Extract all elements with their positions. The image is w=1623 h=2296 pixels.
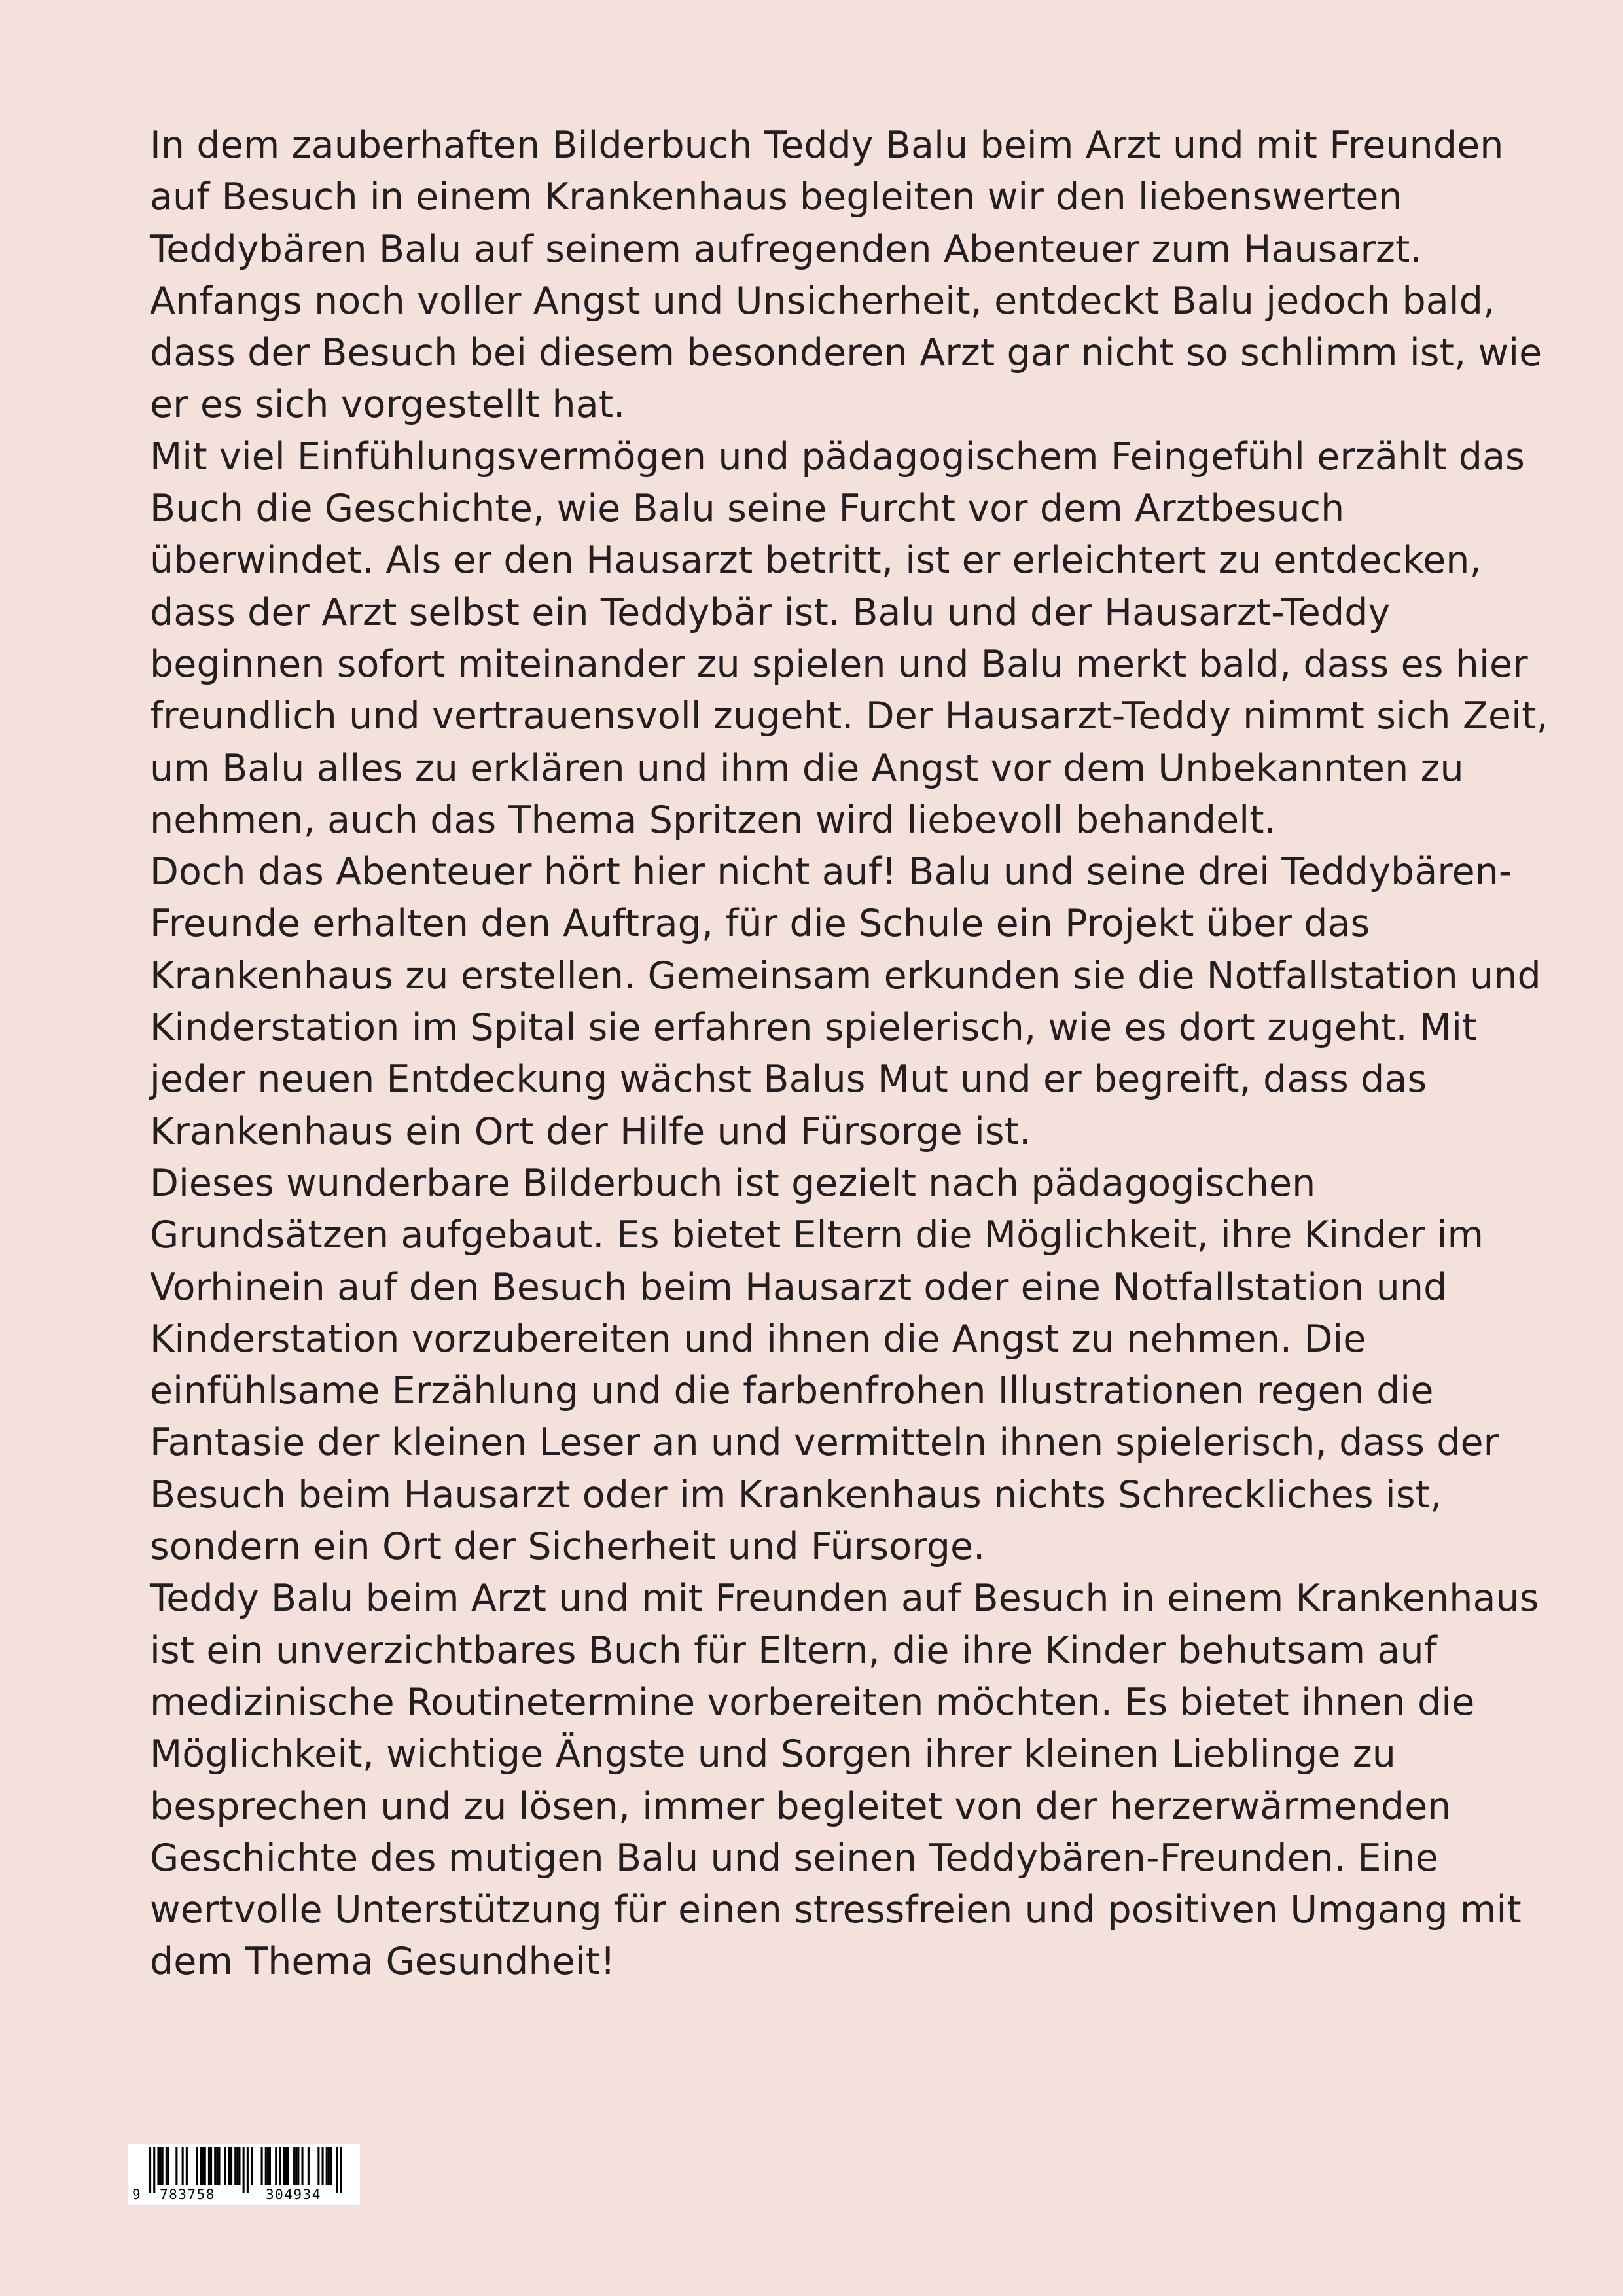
blurb-line-10: dass der Arzt selbst ein Teddybär ist. Balu und der Hausarzt-Teddy bbox=[150, 590, 1391, 634]
barcode-lead-digit: 9 bbox=[132, 2187, 142, 2202]
blurb-line-5: dass der Besuch bei diesem besonderen Arzt gar nicht so schlimm ist, wie bbox=[150, 331, 1543, 375]
barcode-left-digits: 783758 bbox=[160, 2187, 215, 2202]
blurb-text bbox=[150, 120, 1580, 1988]
barcode-guard-bar bbox=[149, 2147, 151, 2193]
barcode-bar bbox=[328, 2147, 330, 2185]
barcode-bar bbox=[200, 2147, 202, 2185]
blurb-line-11: beginnen sofort miteinander zu spielen und Balu merkt bald, dass es hier bbox=[150, 642, 1528, 686]
isbn-barcode bbox=[128, 2144, 360, 2205]
barcode-bar bbox=[275, 2147, 277, 2185]
barcode-bar bbox=[208, 2147, 210, 2185]
barcode-bar bbox=[186, 2147, 188, 2185]
barcode-bar bbox=[267, 2147, 269, 2185]
barcode-right-digits: 304934 bbox=[266, 2187, 321, 2202]
barcode-bar bbox=[295, 2147, 297, 2185]
barcode-bar bbox=[236, 2147, 238, 2185]
blurb-line-3: Teddybären Balu auf seinem aufregenden Abenteuer zum Hausarzt. bbox=[150, 227, 1422, 271]
barcode-bar bbox=[230, 2147, 232, 2185]
barcode-bar bbox=[283, 2147, 285, 2185]
barcode-bar bbox=[168, 2147, 169, 2185]
barcode-bar bbox=[238, 2147, 240, 2185]
blurb-line-33: besprechen und zu lösen, immer begleitet von der herzerwärmenden bbox=[150, 1784, 1452, 1828]
barcode-bar bbox=[287, 2147, 289, 2185]
barcode-guard-bar bbox=[247, 2147, 249, 2193]
barcode-bar bbox=[214, 2147, 216, 2185]
blurb-line-26: Fantasie der kleinen Leser an und vermitteln ihnen spielerisch, dass der bbox=[150, 1421, 1499, 1465]
blurb-line-2: auf Besuch in einem Krankenhaus begleiten wir den liebenswerten bbox=[150, 175, 1402, 219]
blurb-line-12: freundlich und vertrauensvoll zugeht. Der Hausarzt-Teddy nimmt sich Zeit, bbox=[150, 694, 1548, 738]
blurb-line-27: Besuch beim Hausarzt oder im Krankenhaus nichts Schreckliches ist, bbox=[150, 1473, 1442, 1516]
blurb-line-15: Doch das Abenteuer hört hier nicht auf! Balu und seine drei Teddybären- bbox=[150, 850, 1512, 894]
blurb-line-9: überwindet. Als er den Hausarzt betritt, ist er erleichtert zu entdecken, bbox=[150, 539, 1482, 583]
barcode-bar bbox=[285, 2147, 287, 2185]
barcode-bar bbox=[317, 2147, 319, 2185]
blurb-line-7: Mit viel Einfühlungsvermögen und pädagogischem Feingefühl erzählt das bbox=[150, 435, 1525, 478]
blurb-line-16: Freunde erhalten den Auftrag, für die Schule ein Projekt über das bbox=[150, 902, 1370, 946]
blurb-line-23: Vorhinein auf den Besuch beim Hausarzt oder eine Notfallstation und bbox=[150, 1265, 1448, 1309]
blurb-line-19: jeder neuen Entdeckung wächst Balus Mut und er begreift, dass das bbox=[150, 1058, 1427, 1102]
barcode-bar bbox=[216, 2147, 218, 2185]
barcode-bar bbox=[293, 2147, 295, 2185]
barcode-bar bbox=[279, 2147, 281, 2185]
blurb-line-36: dem Thema Gesundheit! bbox=[150, 1940, 616, 1984]
barcode-bar bbox=[196, 2147, 198, 2185]
barcode-bar bbox=[160, 2147, 162, 2185]
barcode-guard-bar bbox=[336, 2147, 338, 2193]
blurb-line-20: Krankenhaus ein Ort der Hilfe und Fürsorge ist. bbox=[150, 1109, 1031, 1153]
blurb-line-1: In dem zauberhaften Bilderbuch Teddy Balu beim Arzt und mit Freunden bbox=[150, 124, 1504, 167]
blurb-line-34: Geschichte des mutigen Balu und seinen Teddybären-Freunden. Eine bbox=[150, 1836, 1438, 1880]
blurb-line-22: Grundsätzen aufgebaut. Es bietet Eltern die Möglichkeit, ihre Kinder im bbox=[150, 1213, 1484, 1257]
barcode-bar bbox=[330, 2147, 332, 2185]
barcode-bar bbox=[265, 2147, 267, 2185]
blurb-line-29: Teddy Balu beim Arzt und mit Freunden auf Besuch in einem Krankenhaus bbox=[150, 1577, 1539, 1621]
barcode-bar bbox=[224, 2147, 226, 2185]
barcode-bar bbox=[157, 2147, 159, 2185]
barcode-bar bbox=[162, 2147, 164, 2185]
blurb-line-17: Krankenhaus zu erstellen. Gemeinsam erkunden sie die Notfallstation und bbox=[150, 954, 1541, 997]
blurb-line-14: nehmen, auch das Thema Spritzen wird liebevoll behandelt. bbox=[150, 798, 1276, 842]
barcode-bar bbox=[234, 2147, 236, 2185]
barcode-guard-bar bbox=[153, 2147, 155, 2193]
blurb-line-25: einfühlsame Erzählung und die farbenfrohen Illustrationen regen die bbox=[150, 1369, 1434, 1413]
barcode-guard-bar bbox=[243, 2147, 245, 2193]
blurb-line-6: er es sich vorgestellt hat. bbox=[150, 383, 626, 427]
barcode-bar bbox=[326, 2147, 328, 2185]
barcode-bar bbox=[228, 2147, 230, 2185]
barcode-bar bbox=[202, 2147, 204, 2185]
barcode-bar bbox=[322, 2147, 324, 2185]
barcode-bar bbox=[210, 2147, 212, 2185]
barcode-bar bbox=[204, 2147, 206, 2185]
barcode-bar bbox=[218, 2147, 220, 2185]
barcode-bar bbox=[175, 2147, 177, 2185]
blurb-line-4: Anfangs noch voller Angst und Unsicherheit, entdeckt Balu jedoch bald, bbox=[150, 279, 1495, 323]
barcode-bar bbox=[182, 2147, 184, 2185]
blurb-line-18: Kinderstation im Spital sie erfahren spielerisch, wie es dort zugeht. Mit bbox=[150, 1006, 1477, 1050]
blurb-line-30: ist ein unverzichtbares Buch für Eltern, die ihre Kinder behutsam auf bbox=[150, 1628, 1437, 1672]
barcode-bar bbox=[297, 2147, 299, 2185]
blurb-line-32: Möglichkeit, wichtige Ängste und Sorgen ihrer kleinen Lieblinge zu bbox=[150, 1732, 1396, 1776]
barcode-guard-bar bbox=[340, 2147, 342, 2193]
barcode-bar bbox=[302, 2147, 304, 2185]
blurb-line-21: Dieses wunderbare Bilderbuch ist gezielt nach pädagogischen bbox=[150, 1161, 1316, 1205]
blurb-line-13: um Balu alles zu erklären und ihm die Angst vor dem Unbekannten zu bbox=[150, 746, 1464, 790]
barcode-bar bbox=[269, 2147, 271, 2185]
blurb-line-8: Buch die Geschichte, wie Balu seine Furcht vor dem Arztbesuch bbox=[150, 487, 1345, 531]
blurb-line-35: wertvolle Unterstützung für einen stressfreien und positiven Umgang mit bbox=[150, 1888, 1522, 1932]
barcode-bar bbox=[166, 2147, 168, 2185]
barcode-bar bbox=[308, 2147, 310, 2185]
blurb-line-31: medizinische Routinetermine vorbereiten möchten. Es bietet ihnen die bbox=[150, 1680, 1475, 1724]
blurb-line-24: Kinderstation vorzubereiten und ihnen die Angst zu nehmen. Die bbox=[150, 1317, 1366, 1361]
blurb-line-28: sondern ein Ort der Sicherheit und Fürsorge. bbox=[150, 1525, 986, 1569]
barcode-bar bbox=[251, 2147, 253, 2185]
barcode-bar bbox=[261, 2147, 263, 2185]
